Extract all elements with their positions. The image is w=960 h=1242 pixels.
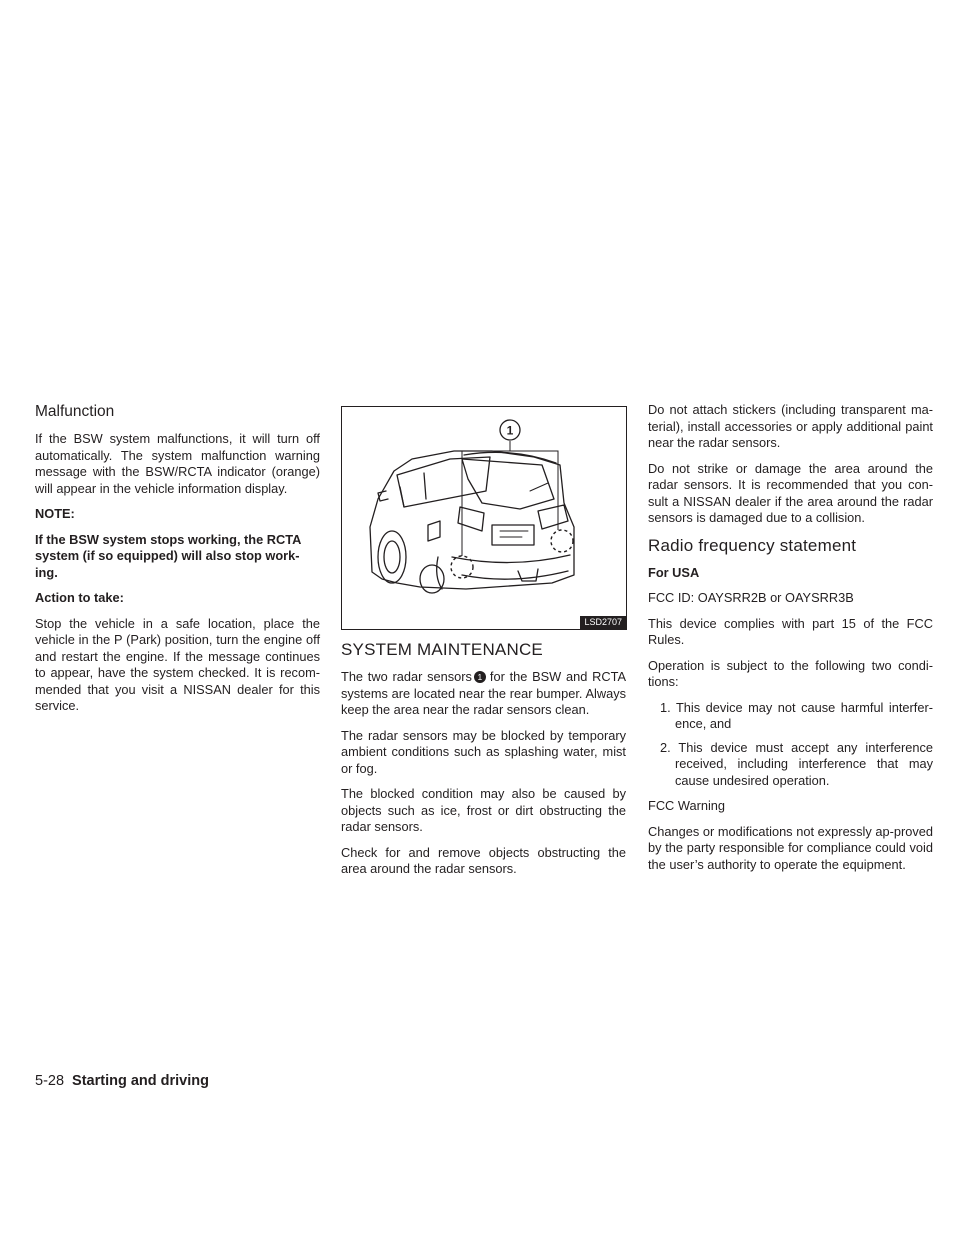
- system-maintenance-heading: SYSTEM MAINTENANCE: [341, 640, 543, 659]
- maintenance-paragraph-4: Check for and remove objects obstructing the area around the radar sensors.: [341, 844, 626, 876]
- radar-sensor-figure: [341, 406, 627, 630]
- stickers-paragraph: Do not attach stickers (including transparent ma-terial), install accessories or apply additional paint near the radar sensors.: [648, 402, 933, 450]
- vehicle-rear-illustration: [342, 407, 627, 630]
- malfunction-heading: Malfunction: [35, 403, 115, 420]
- page-footer: [35, 1073, 209, 1089]
- note-label: NOTE:: [35, 506, 75, 521]
- fcc-warning-paragraph: Changes or modifications not expressly ap-proved by the party responsible for compliance could void the user’s authority to operate the equipment.: [648, 823, 933, 872]
- section-title: Starting and driving: [72, 1073, 209, 1089]
- conditions-list: [648, 700, 933, 790]
- for-usa-subheading: For USA: [648, 564, 700, 580]
- action-paragraph: Stop the vehicle in a safe location, place the vehicle in the P (Park) position, turn the engine off and restart the engine. If the message continues to appear, have the system checked. It is recom-mended that you visit a NISSAN dealer for this service.: [35, 615, 320, 713]
- radio-frequency-heading: Radio frequency statement: [648, 535, 857, 555]
- column-middle: [341, 402, 626, 887]
- malfunction-paragraph: If the BSW system malfunctions, it will turn off automatically. The system malfunction warning message with the BSW/RCTA indicator (orange) will appear in the vehicle information display.: [35, 431, 320, 496]
- column-left: [35, 402, 320, 724]
- list-item: 1. This device may not cause harmful interfer-ence, and: [660, 699, 933, 731]
- page-number: 5-28: [35, 1073, 65, 1089]
- callout-number: 1: [506, 423, 514, 438]
- maintenance-paragraph-2: The radar sensors may be blocked by temporary ambient conditions such as splashing water, mist or fog.: [341, 727, 626, 776]
- maintenance-paragraph-3: The blocked condition may also be caused by objects such as ice, frost or dirt obstructing the radar sensors.: [341, 786, 626, 834]
- list-item: 2. This device must accept any interference received, including interference that may cause undesired operation.: [660, 739, 933, 788]
- fcc-warning-title: FCC Warning: [648, 798, 726, 813]
- operation-conditions-paragraph: Operation is subject to the following two condi-tions:: [648, 657, 933, 689]
- maintenance-paragraph-1: The two radar sensors 1 for the BSW and RCTA systems are located near the rear bumper. Always keep the area near the radar sensors clean.: [341, 669, 626, 717]
- action-label: Action to take:: [35, 590, 124, 605]
- figure-code: LSD2707: [580, 616, 626, 629]
- damage-paragraph: Do not strike or damage the area around the radar sensors. It is recommended that you con-sult a NISSAN dealer if the area around the radar sensors is damaged due to a collision.: [648, 460, 933, 525]
- column-right: [648, 402, 933, 882]
- note-text: If the BSW system stops working, the RCTA system (if so equipped) will also stop work-ing.: [35, 531, 301, 580]
- fcc-id: FCC ID: OAYSRR2B or OAYSRR3B: [648, 590, 854, 605]
- callout-1-marker: 1: [474, 671, 486, 683]
- fcc-compliance-paragraph: This device complies with part 15 of the FCC Rules.: [648, 615, 933, 647]
